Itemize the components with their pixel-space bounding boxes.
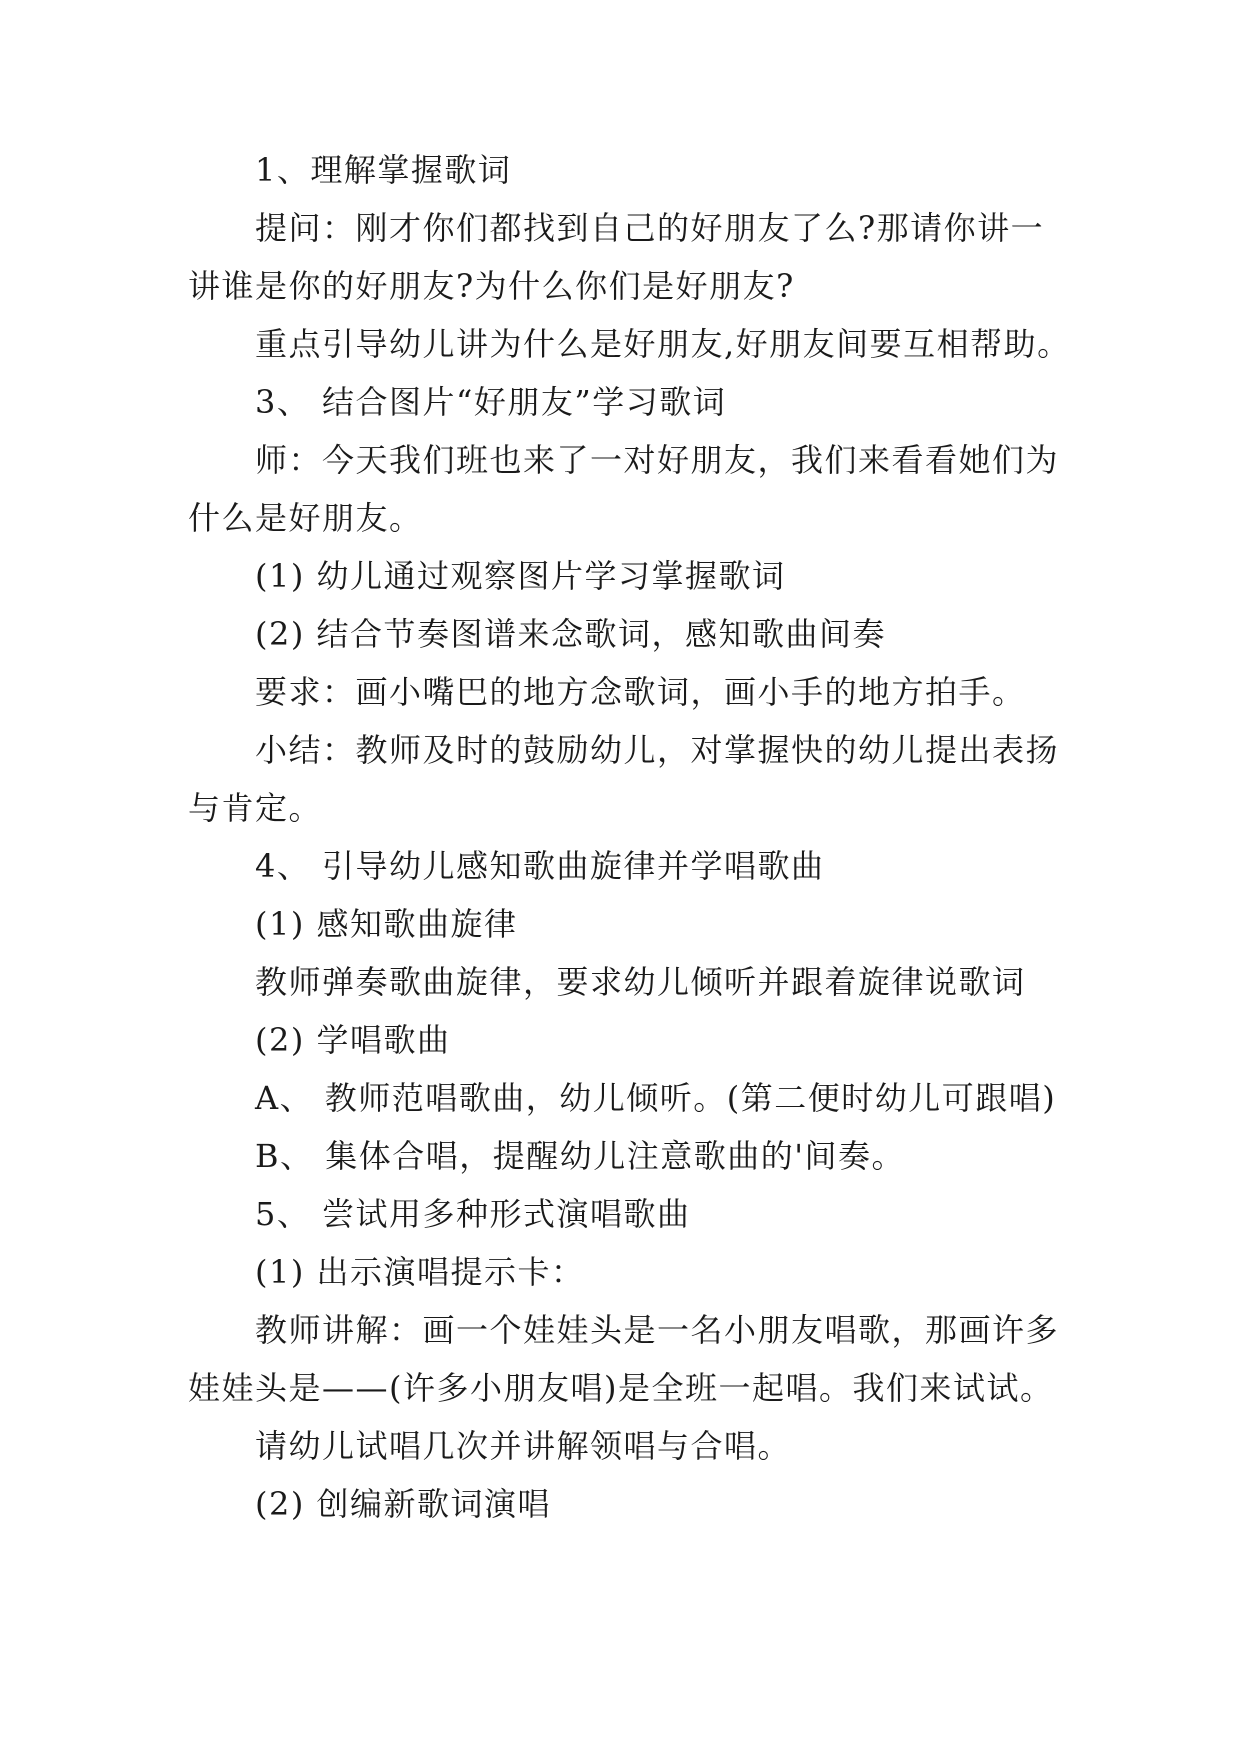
list-item: (1) 幼儿通过观察图片学习掌握歌词 xyxy=(255,557,786,595)
section-heading-1: 1、理解掌握歌词 xyxy=(255,151,512,189)
list-item: A、 教师范唱歌曲，幼儿倾听。(第二便时幼儿可跟唱) xyxy=(255,1079,1057,1117)
list-item: (2) 创编新歌词演唱 xyxy=(255,1485,552,1523)
paragraph-line: 娃娃头是——(许多小朋友唱)是全班一起唱。我们来试试。 xyxy=(188,1369,1054,1407)
paragraph-line: 要求：画小嘴巴的地方念歌词，画小手的地方拍手。 xyxy=(255,673,1026,711)
section-heading-4: 4、 引导幼儿感知歌曲旋律并学唱歌曲 xyxy=(255,847,825,885)
paragraph-line: 与肯定。 xyxy=(188,789,323,827)
list-item: (1) 感知歌曲旋律 xyxy=(255,905,518,943)
paragraph-line: 什么是好朋友。 xyxy=(188,499,423,537)
section-heading-5: 5、 尝试用多种形式演唱歌曲 xyxy=(255,1195,691,1233)
list-item: (2) 学唱歌曲 xyxy=(255,1021,451,1059)
paragraph-line: 提问：刚才你们都找到自己的好朋友了么?那请你讲一 xyxy=(255,209,1045,247)
paragraph-line: 教师弹奏歌曲旋律，要求幼儿倾听并跟着旋律说歌词 xyxy=(255,963,1026,1001)
paragraph-line: 教师讲解：画一个娃娃头是一名小朋友唱歌，那画许多 xyxy=(255,1311,1060,1349)
paragraph-line: 师：今天我们班也来了一对好朋友，我们来看看她们为 xyxy=(255,441,1060,479)
paragraph-line: 重点引导幼儿讲为什么是好朋友,好朋友间要互相帮助。 xyxy=(255,325,1071,363)
list-item: (1) 出示演唱提示卡： xyxy=(255,1253,585,1291)
list-item: (2) 结合节奏图谱来念歌词，感知歌曲间奏 xyxy=(255,615,887,653)
list-item: B、 集体合唱，提醒幼儿注意歌曲的'间奏。 xyxy=(255,1137,905,1175)
paragraph-line: 请幼儿试唱几次并讲解领唱与合唱。 xyxy=(255,1427,792,1465)
section-heading-3: 3、 结合图片“好朋友”学习歌词 xyxy=(255,383,727,421)
paragraph-line: 讲谁是你的好朋友?为什么你们是好朋友? xyxy=(188,267,795,305)
paragraph-line: 小结：教师及时的鼓励幼儿，对掌握快的幼儿提出表扬 xyxy=(255,731,1060,769)
